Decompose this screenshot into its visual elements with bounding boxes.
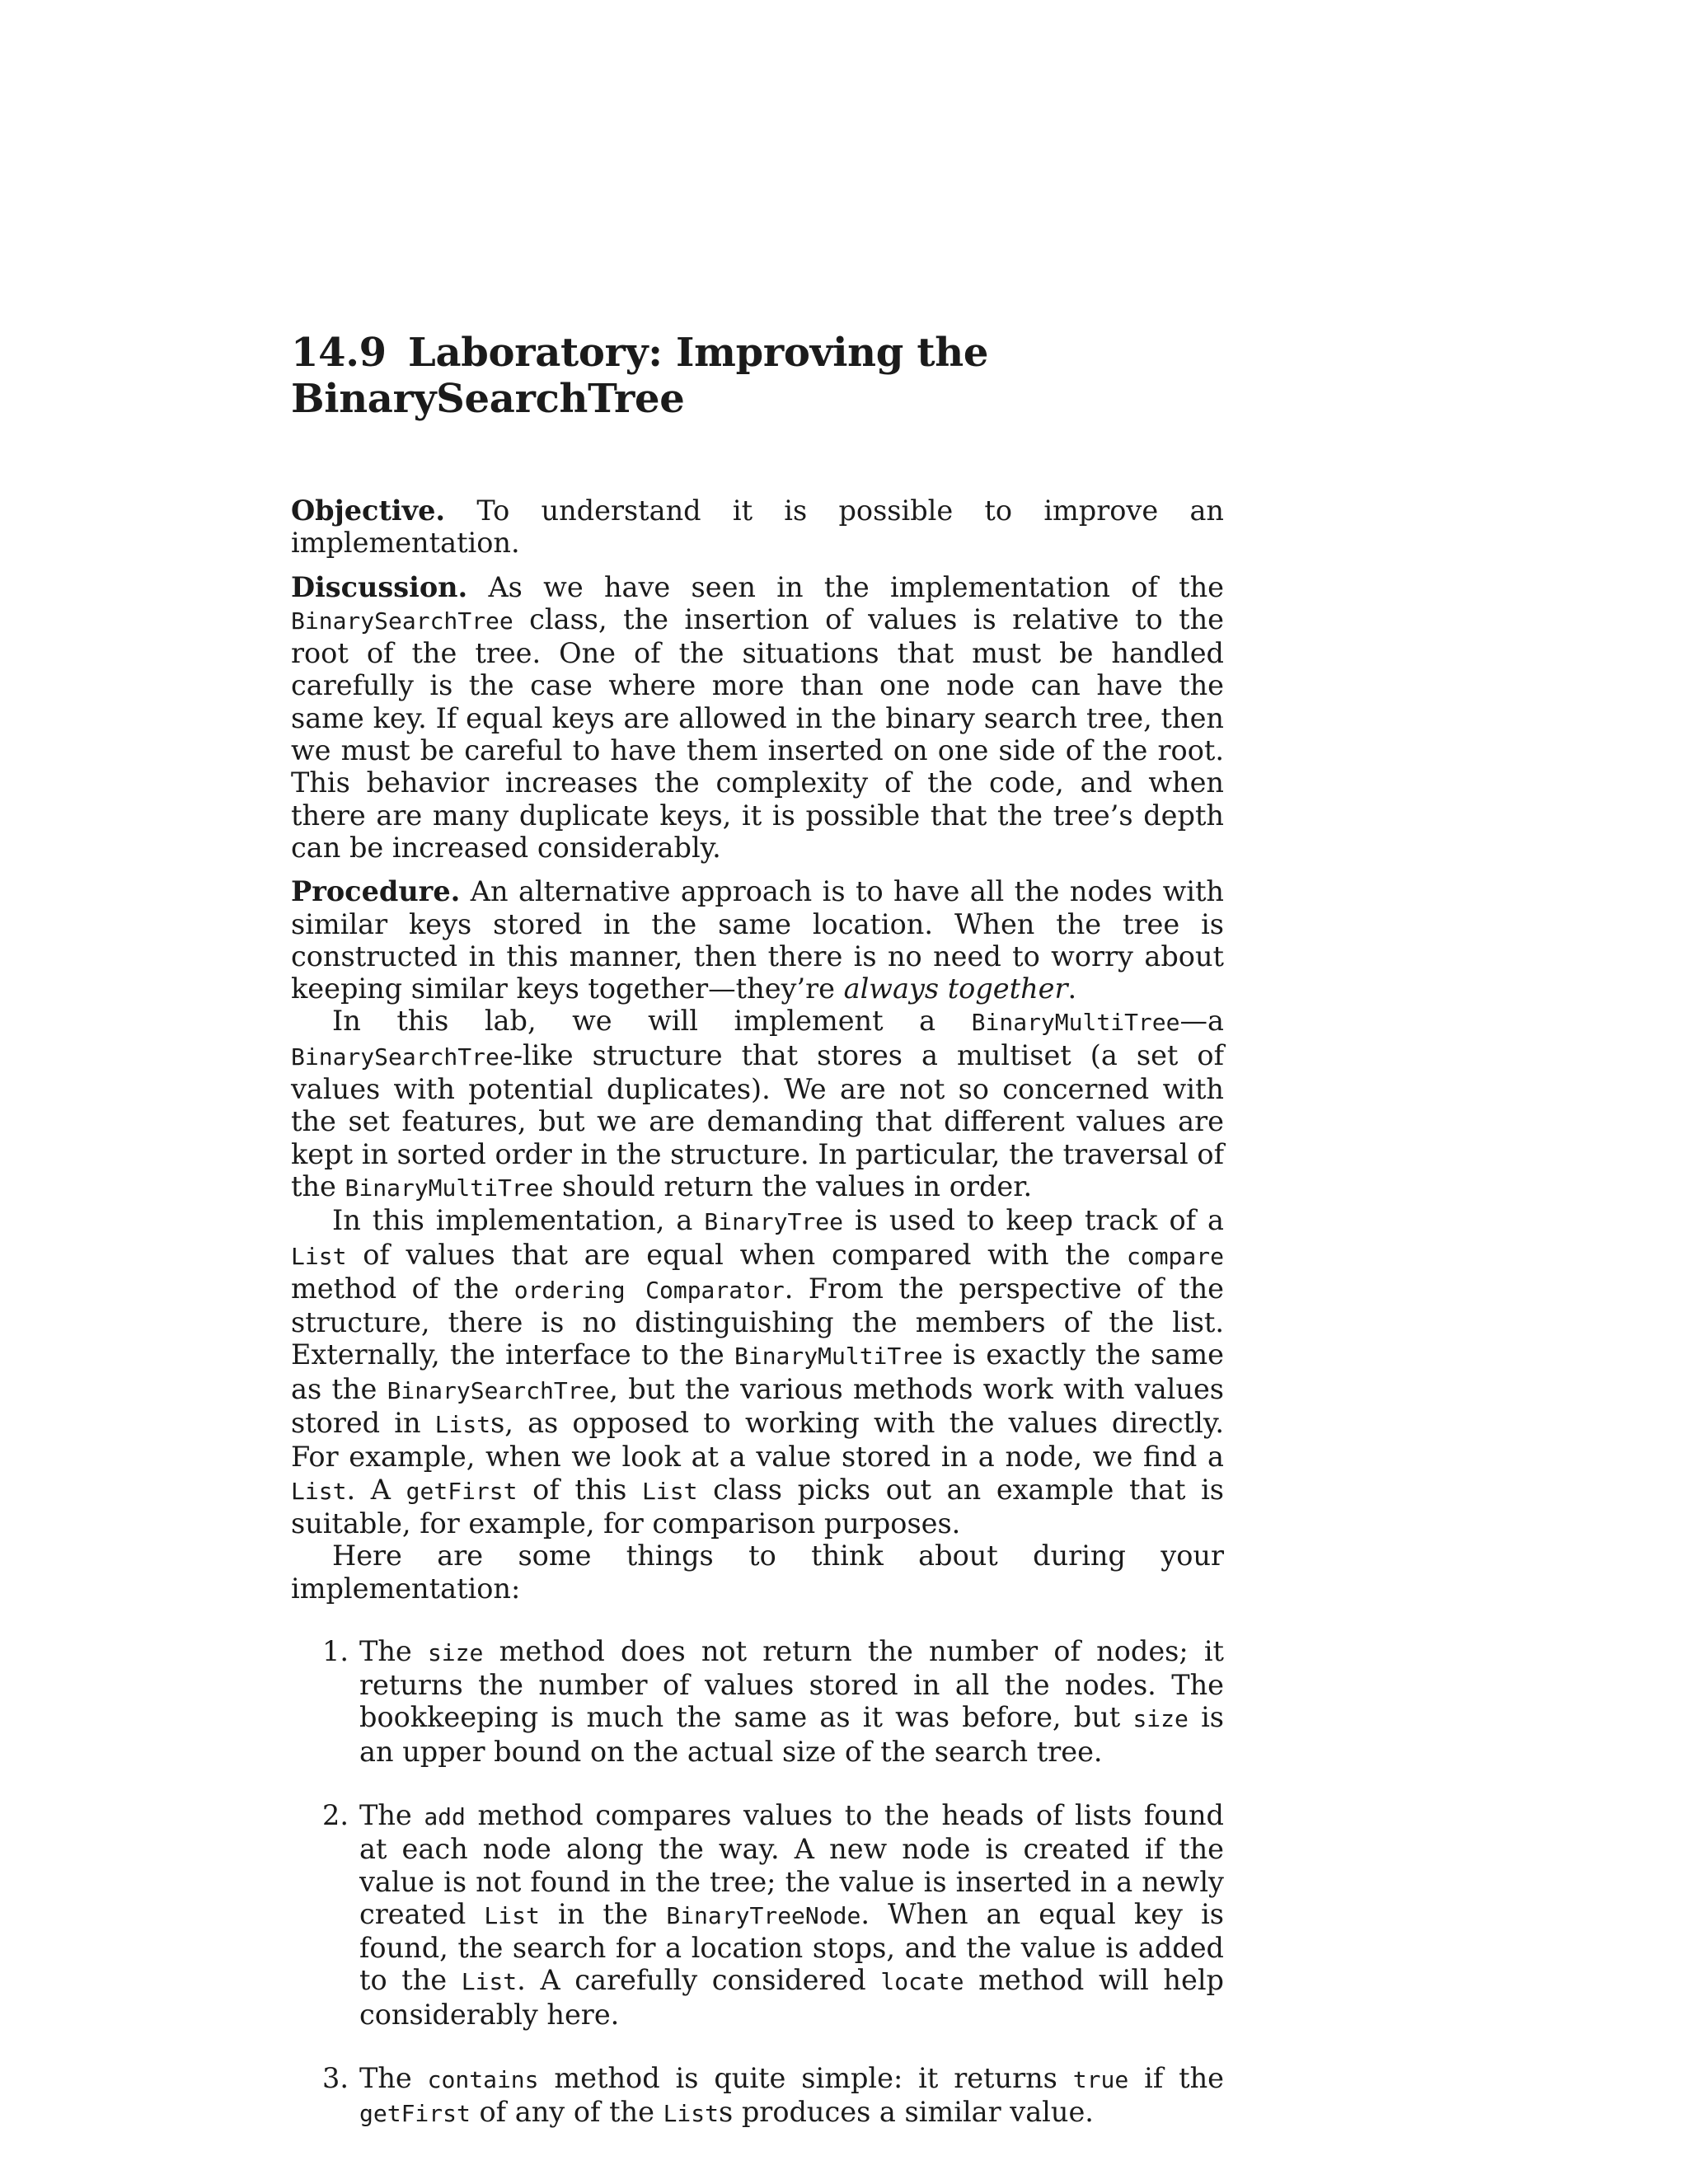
list-item-number: 1. bbox=[322, 1634, 349, 1667]
objective-lead: Objective. bbox=[291, 494, 446, 527]
list-item: 3. The contains method is quite simple: it returns true if the getFirst of any of the Lists produces a similar value. bbox=[322, 2062, 1224, 2129]
list-item-number: 2. bbox=[322, 1798, 349, 1831]
section-number: 14.9 bbox=[291, 330, 387, 376]
discussion-lead: Discussion. bbox=[291, 570, 468, 603]
list-item: 2. The add method compares values to the heads of lists found at each node along the way. A new node is created if the value is not found in the tree; the value is inserted in a newly created List in the BinaryTreeNode. When an equal key is found, the search for a location stops, and the value is added to the List. A carefully considered locate method will help considerably here. bbox=[322, 1798, 1224, 2031]
list-item-number: 3. bbox=[322, 2062, 349, 2095]
section-title: Laboratory: Improving the BinarySearchTree bbox=[291, 330, 989, 422]
things-to-think-paragraph: Here are some things to think about during your implementation: bbox=[291, 1540, 1224, 1605]
list-item: 1. The size method does not return the number of nodes; it returns the number of values stored in all the nodes. The bookkeeping is much the same as it was before, but size is an upper bound on the actual size of the search tree. bbox=[322, 1634, 1225, 1768]
discussion-paragraph: Discussion. As we have seen in the implementation of the BinarySearchTree class, the insertion of values is relative to the root of the tree. One of the situations that must be handled carefully is the case where more than one node can have the same key. If equal keys are allowed in the binary search tree, then we must be careful to have them inserted on one side of the root. This behavior increases the complexity of the code, and when there are many duplicate keys, it is possible that the tree’s depth can be increased considerably. bbox=[291, 570, 1224, 864]
page bbox=[291, 330, 1224, 2162]
section-heading bbox=[291, 330, 1224, 422]
procedure-lead: Procedure. bbox=[291, 875, 461, 908]
lab-paragraph: In this lab, we will implement a BinaryMultiTree—a BinarySearchTree-like structure that stores a multiset (a set of values with potential duplicates). We are not so concerned with the set features, but we are demanding that different values are kept in sorted order in the structure. In particular, the traversal of the BinaryMultiTree should return the values in order. bbox=[291, 1005, 1224, 1202]
implementation-notes-list bbox=[291, 1635, 1224, 2130]
objective-paragraph: Objective. To understand it is possible to improve an implementation. bbox=[291, 494, 1224, 560]
implementation-paragraph: In this implementation, a BinaryTree is used to keep track of a List of values that are equal when compared with the compare method of the ordering Comparator. From the perspective of the structure, there is no distinguishing the members of the list. Externally, the interface to the BinaryMultiTree is exactly the same as the BinarySearchTree, but the various methods work with values stored in Lists, as opposed to working with the values directly. For example, when we look at a value stored in a node, we find a List. A getFirst of this List class picks out an example that is suitable, for example, for comparison purposes. bbox=[291, 1204, 1225, 1540]
procedure-paragraph: Procedure. An alternative approach is to have all the nodes with similar keys stored in the same location. When the tree is constructed in this manner, then there is no need to worry about keeping similar keys together—they’re always together. bbox=[291, 875, 1224, 1005]
